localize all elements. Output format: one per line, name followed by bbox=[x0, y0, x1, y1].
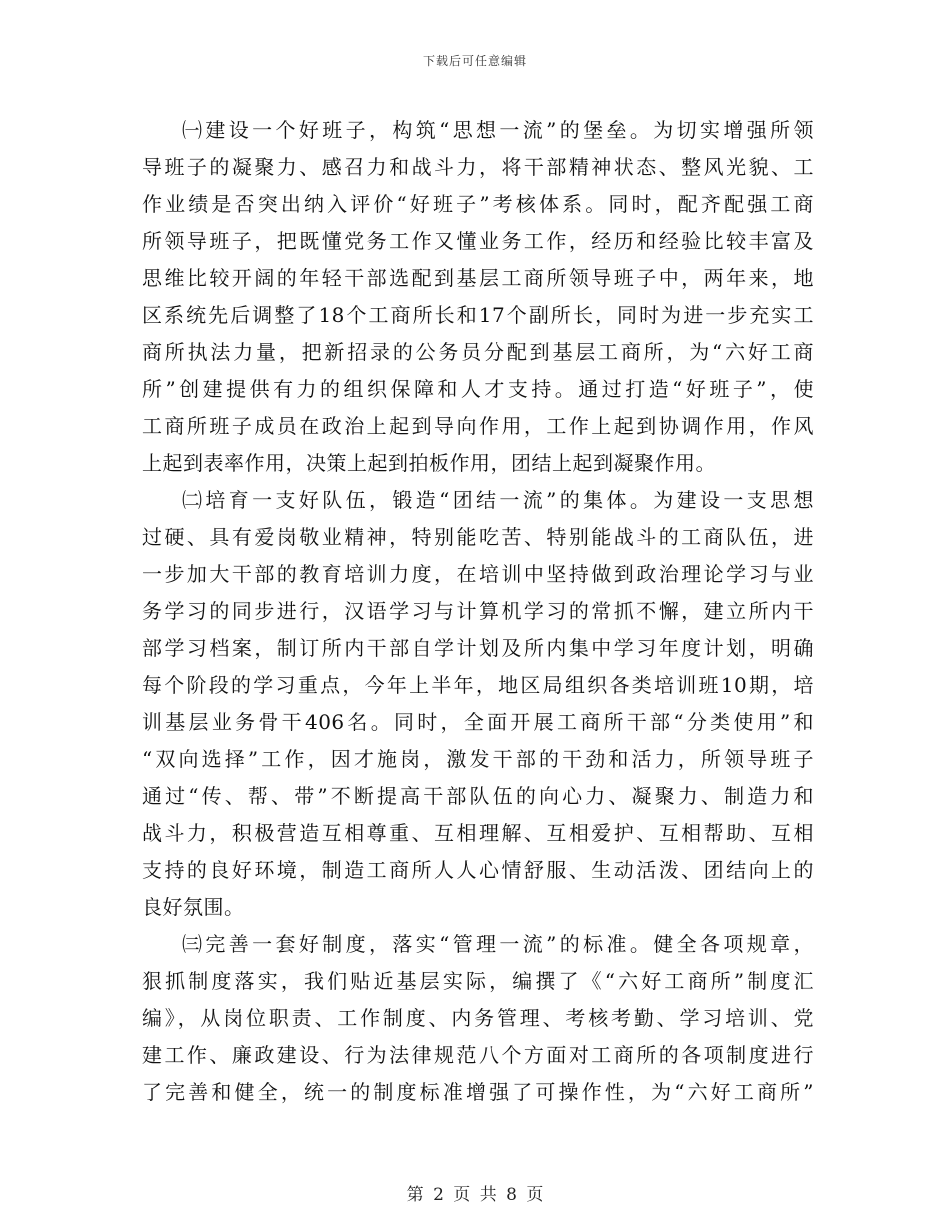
text-line: 一步加大干部的教育培训力度，在培训中坚持做到政治理论学习与业 bbox=[142, 562, 814, 586]
text-line: 战斗力，积极营造互相尊重、互相理解、互相爱护、互相帮助、互相 bbox=[142, 821, 814, 845]
text-line: 通过“传、帮、带”不断提高干部队伍的向心力、凝聚力、制造力和 bbox=[142, 784, 814, 808]
text-line: 了完善和健全，统一的制度标准增强了可操作性，为“六好工商所” bbox=[142, 1080, 814, 1104]
text-line: 过硬、具有爱岗敬业精神，特别能吃苦、特别能战斗的工商队伍，进 bbox=[142, 525, 814, 549]
document-body bbox=[142, 112, 814, 1111]
text-line: 编》，从岗位职责、工作制度、内务管理、考核考勤、学习培训、党 bbox=[142, 1006, 814, 1030]
paragraph-2 bbox=[142, 482, 814, 926]
text-line: ㈡培育一支好队伍，锻造“团结一流”的集体。为建设一支思想 bbox=[182, 488, 814, 512]
text-line: 支持的良好环境，制造工商所人人心情舒服、生动活泼、团结向上的 bbox=[142, 858, 814, 882]
text-line: 商所执法力量，把新招录的公务员分配到基层工商所，为“六好工商 bbox=[142, 340, 814, 364]
text-line: 每个阶段的学习重点，今年上半年，地区局组织各类培训班10期，培 bbox=[142, 673, 814, 697]
page-number: 第 2 页 共 8 页 bbox=[406, 1185, 544, 1205]
text-line: 部学习档案，制订所内干部自学计划及所内集中学习年度计划，明确 bbox=[142, 636, 814, 660]
text-line: 建工作、廉政建设、行为法律规范八个方面对工商所的各项制度进行 bbox=[142, 1043, 814, 1067]
text-line: 良好氛围。 bbox=[142, 895, 245, 919]
text-line: 上起到表率作用，决策上起到拍板作用，团结上起到凝聚作用。 bbox=[142, 451, 716, 475]
text-line: 工商所班子成员在政治上起到导向作用，工作上起到协调作用，作风 bbox=[142, 414, 814, 438]
text-line: 思维比较开阔的年轻干部选配到基层工商所领导班子中，两年来，地 bbox=[142, 266, 814, 290]
text-line: ㈠建设一个好班子，构筑“思想一流”的堡垒。为切实增强所领 bbox=[182, 118, 814, 142]
text-line: 务学习的同步进行，汉语学习与计算机学习的常抓不懈，建立所内干 bbox=[142, 599, 814, 623]
paragraph-3 bbox=[142, 926, 814, 1111]
text-line: 区系统先后调整了18个工商所长和17个副所长，同时为进一步充实工 bbox=[142, 303, 814, 327]
text-line: 所领导班子，把既懂党务工作又懂业务工作，经历和经验比较丰富及 bbox=[142, 229, 814, 253]
text-line: ㈢完善一套好制度，落实“管理一流”的标准。健全各项规章， bbox=[182, 932, 814, 956]
text-line: 导班子的凝聚力、感召力和战斗力，将干部精神状态、整风光貌、工 bbox=[142, 155, 814, 179]
paragraph-1 bbox=[142, 112, 814, 482]
text-line: 所”创建提供有力的组织保障和人才支持。通过打造“好班子”，使 bbox=[142, 377, 814, 401]
text-line: 狠抓制度落实，我们贴近基层实际，编撰了《“六好工商所”制度汇 bbox=[142, 969, 814, 993]
text-line: 作业绩是否突出纳入评价“好班子”考核体系。同时，配齐配强工商 bbox=[142, 192, 814, 216]
text-line: 训基层业务骨干406名。同时，全面开展工商所干部“分类使用”和 bbox=[142, 710, 814, 734]
text-line: “双向选择”工作，因才施岗，激发干部的干劲和活力，所领导班子 bbox=[142, 747, 814, 771]
page-header-note: 下载后可任意编辑 bbox=[422, 54, 527, 68]
